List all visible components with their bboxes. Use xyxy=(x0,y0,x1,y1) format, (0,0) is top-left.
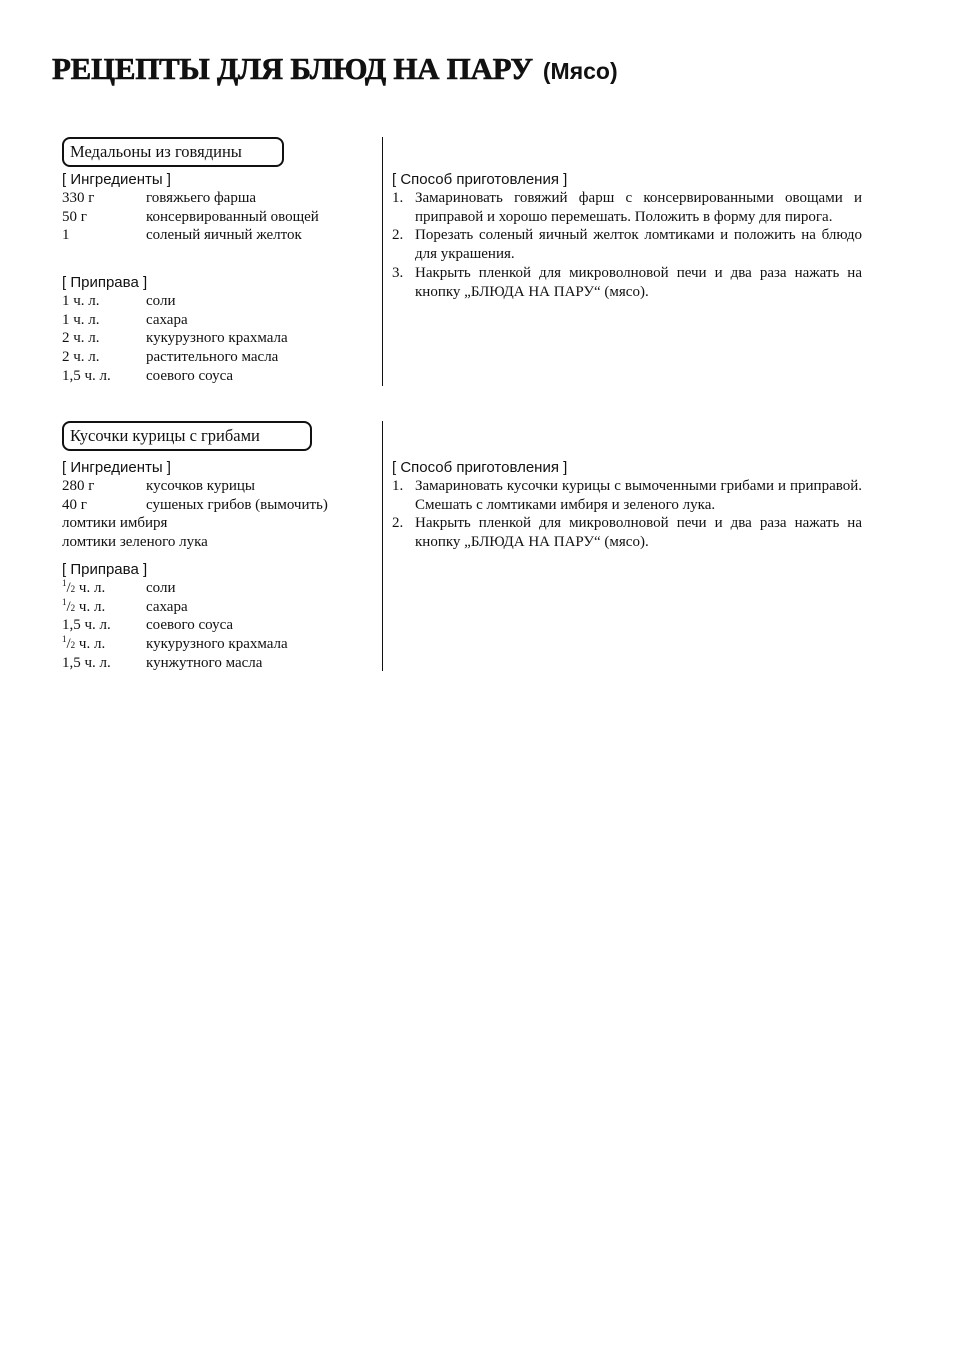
page-title xyxy=(52,50,618,87)
recipe-title: Кусочки курицы с грибами xyxy=(62,421,312,451)
page-title-category: (Мясо) xyxy=(542,58,618,84)
fraction-numerator: 1 xyxy=(62,596,67,607)
seasoning-column xyxy=(62,561,372,673)
ingredient-name: соленый яичный желток xyxy=(146,227,302,244)
ingredient-item xyxy=(62,208,372,227)
method-steps xyxy=(392,189,862,301)
method-steps xyxy=(392,477,862,552)
seasoning-qty: $^1$/2 ч. л. xyxy=(62,596,106,615)
ingredient-name: ломтики зеленого лука xyxy=(62,534,208,551)
seasoning-item xyxy=(62,311,372,330)
fraction-denominator: 2 xyxy=(70,640,76,651)
fraction-numerator: 1 xyxy=(62,578,67,588)
column-divider xyxy=(382,137,383,386)
ingredient-qty: 280 г xyxy=(62,478,95,494)
fraction-denominator: 2 xyxy=(70,584,76,594)
ingredient-qty: 1 xyxy=(62,227,70,244)
ingredient-name: консервированный овощей xyxy=(146,208,319,225)
seasoning-item xyxy=(62,635,372,654)
method-column xyxy=(392,171,862,301)
seasoning-item xyxy=(62,654,372,673)
step-number: 1. xyxy=(392,190,404,206)
seasoning-name: соевого соуса xyxy=(146,617,234,634)
step-number: 1. xyxy=(392,478,404,494)
step-number: 3. xyxy=(392,264,404,281)
ingredient-qty: 50 г xyxy=(62,208,87,225)
seasoning-qty: 1,5 ч. л. xyxy=(62,654,111,671)
ingredients-heading: [ Ингредиенты ] xyxy=(62,171,171,188)
seasoning-name: соевого соуса xyxy=(146,367,234,384)
ingredients-list xyxy=(62,477,372,552)
seasoning-item xyxy=(62,329,372,348)
seasoning-item xyxy=(62,616,372,635)
page-title-main: РЕЦЕПТЫ ДЛЯ БЛЮД НА ПАРУ xyxy=(52,51,533,86)
seasoning-item xyxy=(62,348,372,367)
seasoning-name: сахара xyxy=(146,598,188,615)
seasoning-item xyxy=(62,598,372,617)
recipe-title: Медальоны из говядины xyxy=(62,137,284,167)
ingredient-qty: 330 г xyxy=(62,190,95,206)
method-heading: [ Способ приготовления ] xyxy=(392,459,568,476)
ingredient-item xyxy=(62,533,372,552)
seasoning-name: кукурузного крахмала xyxy=(146,330,288,347)
step-text: Порезать соленый яичный желток ломтиками и положить на блюдо для украшения. xyxy=(415,227,862,263)
seasoning-item xyxy=(62,292,372,311)
recipe-chicken-mushrooms xyxy=(62,421,862,673)
fraction-numerator: 1 xyxy=(62,634,67,645)
ingredients-column xyxy=(62,171,372,245)
step-text: Замариновать кусочки курицы с вымоченными грибами и приправой. Смешать с ломтиками имбиря и зеленого лука. xyxy=(415,478,862,513)
seasoning-unit: ч. л. xyxy=(75,580,106,596)
method-step xyxy=(392,264,862,301)
ingredients-list xyxy=(62,189,372,245)
seasoning-name: кунжутного масла xyxy=(146,654,263,671)
ingredient-name: говяжьего фарша xyxy=(146,190,257,206)
step-number: 2. xyxy=(392,227,404,244)
seasoning-unit: ч. л. xyxy=(75,636,106,653)
seasoning-name: сахара xyxy=(146,311,188,328)
method-step xyxy=(392,514,862,551)
seasoning-list xyxy=(62,579,372,673)
seasoning-name: кукурузного крахмала xyxy=(146,636,288,653)
seasoning-item xyxy=(62,367,372,386)
ingredient-item xyxy=(62,496,372,515)
seasoning-name: соли xyxy=(146,293,176,309)
step-number: 2. xyxy=(392,515,404,532)
column-divider xyxy=(382,421,383,671)
ingredient-item xyxy=(62,189,372,208)
ingredient-name: сушеных грибов (вымочить) xyxy=(146,496,328,513)
ingredients-column xyxy=(62,459,372,552)
seasoning-list xyxy=(62,292,372,386)
seasoning-item xyxy=(62,579,372,598)
method-step xyxy=(392,189,862,226)
ingredient-item xyxy=(62,477,372,496)
method-heading: [ Способ приготовления ] xyxy=(392,171,568,188)
seasoning-qty: 2 ч. л. xyxy=(62,349,100,366)
seasoning-qty: $^1$/2 ч. л. xyxy=(62,578,106,596)
seasoning-qty: 2 ч. л. xyxy=(62,330,100,347)
seasoning-qty: 1 ч. л. xyxy=(62,293,100,309)
seasoning-heading: [ Приправа ] xyxy=(62,561,148,578)
ingredient-name: кусочков курицы xyxy=(146,478,255,494)
step-text: Замариновать говяжий фарш с консервированными овощами и приправой и хорошо перемешать. Положить в форму для пирога. xyxy=(415,190,862,225)
ingredient-name: ломтики имбиря xyxy=(62,515,168,532)
seasoning-qty: $^1$/2 ч. л. xyxy=(62,634,106,653)
seasoning-qty: 1 ч. л. xyxy=(62,311,100,328)
method-step xyxy=(392,477,862,514)
step-text: Накрыть пленкой для микроволновой печи и два раза нажать на кнопку „БЛЮДА НА ПАРУ“ (мясо). xyxy=(415,264,862,300)
seasoning-column xyxy=(62,274,372,386)
ingredient-qty: 40 г xyxy=(62,496,87,513)
method-step xyxy=(392,226,862,263)
step-text: Накрыть пленкой для микроволновой печи и два раза нажать на кнопку „БЛЮДА НА ПАРУ“ (мясо). xyxy=(415,515,862,551)
ingredient-item xyxy=(62,226,372,245)
seasoning-unit: ч. л. xyxy=(75,598,106,615)
fraction-denominator: 2 xyxy=(70,602,76,613)
seasoning-qty: 1,5 ч. л. xyxy=(62,617,111,634)
seasoning-qty: 1,5 ч. л. xyxy=(62,367,111,384)
recipe-beef-medallions xyxy=(62,137,862,387)
seasoning-heading: [ Приправа ] xyxy=(62,274,148,291)
ingredients-heading: [ Ингредиенты ] xyxy=(62,459,171,476)
method-column xyxy=(392,459,862,552)
seasoning-name: соли xyxy=(146,580,176,596)
ingredient-item xyxy=(62,514,372,533)
seasoning-name: растительного масла xyxy=(146,349,279,366)
